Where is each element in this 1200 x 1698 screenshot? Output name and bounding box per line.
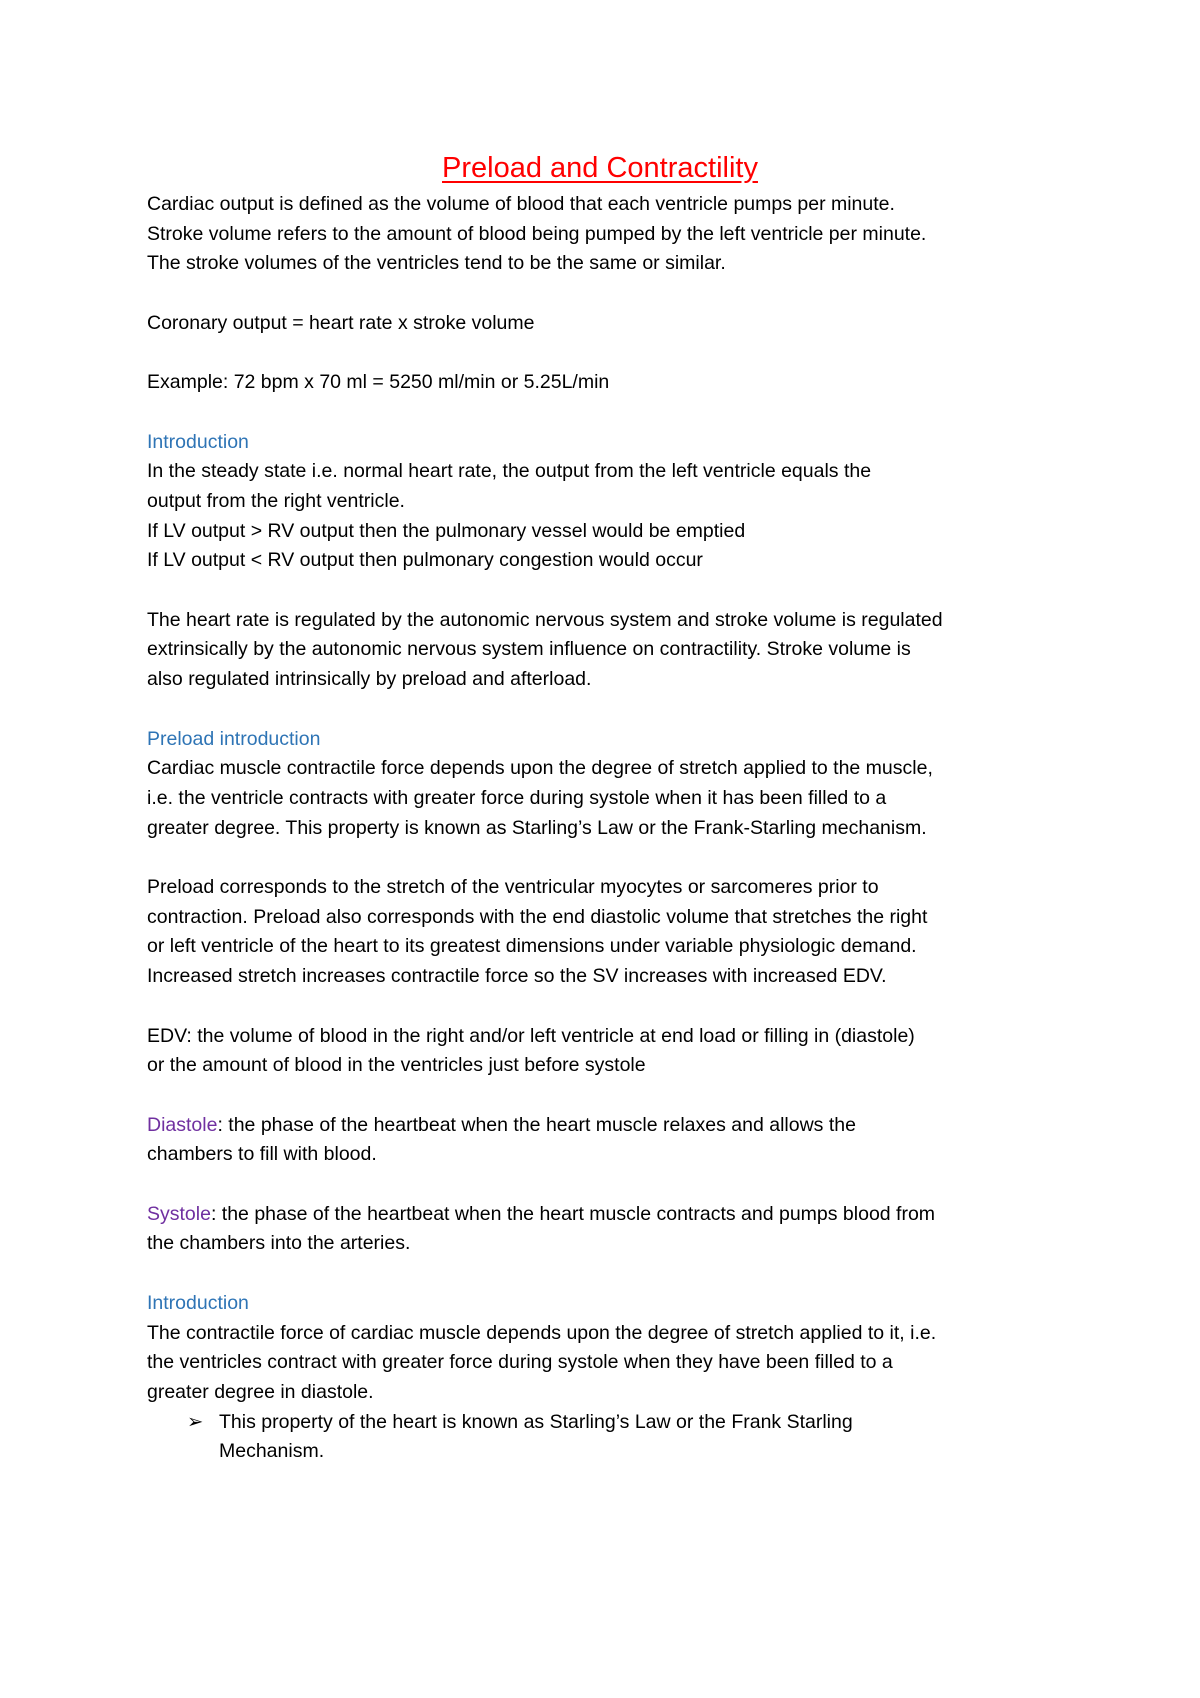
- definition-systole: [147, 1200, 1077, 1230]
- blank-line: [147, 992, 1077, 1022]
- paragraph-line: output from the right ventricle.: [147, 489, 405, 512]
- arrow-bullet-icon: ➢: [187, 1410, 204, 1433]
- paragraph-line: The heart rate is regulated by the autonomic nervous system and stroke volume is regulated: [147, 608, 943, 631]
- paragraph-line: If LV output < RV output then pulmonary congestion would occur: [147, 549, 703, 572]
- paragraph-line: Mechanism.: [219, 1440, 325, 1463]
- paragraph-line: If LV output > RV output then the pulmonary vessel would be emptied: [147, 519, 746, 542]
- blank-line: [147, 339, 1077, 369]
- paragraph-line: Stroke volume refers to the amount of blood being pumped by the left ventricle per minute.: [147, 222, 927, 245]
- section-heading: Introduction: [147, 430, 249, 453]
- paragraph-line: The contractile force of cardiac muscle depends upon the degree of stretch applied to it, i.e.: [147, 1321, 937, 1344]
- paragraph-line: Preload corresponds to the stretch of the ventricular myocytes or sarcomeres prior to: [147, 876, 879, 899]
- definition-text: : the phase of the heartbeat when the heart muscle contracts and pumps blood from: [210, 1202, 936, 1225]
- blank-line: [147, 843, 1077, 873]
- formula-line: Coronary output = heart rate x stroke volume: [147, 311, 535, 334]
- document-title: Preload and Contractility: [442, 152, 758, 184]
- section-heading: Introduction: [147, 1291, 249, 1314]
- paragraph-line: contraction. Preload also corresponds with the end diastolic volume that stretches the right: [147, 905, 928, 928]
- blank-line: [147, 576, 1077, 606]
- blank-line: [147, 1259, 1077, 1289]
- paragraph-line: the chambers into the arteries.: [147, 1232, 411, 1255]
- blank-line: [147, 398, 1077, 428]
- blank-line: [147, 1170, 1077, 1200]
- paragraph-line: The stroke volumes of the ventricles tend to be the same or similar.: [147, 252, 726, 275]
- definition-text: : the phase of the heartbeat when the heart muscle relaxes and allows the: [217, 1113, 856, 1136]
- blank-line: [147, 1081, 1077, 1111]
- paragraph-line: extrinsically by the autonomic nervous system influence on contractility. Stroke volume is: [147, 638, 911, 661]
- paragraph-line: also regulated intrinsically by preload and afterload.: [147, 668, 592, 691]
- paragraph-line: i.e. the ventricle contracts with greater force during systole when it has been filled to a: [147, 786, 887, 809]
- paragraph-line: Cardiac output is defined as the volume of blood that each ventricle pumps per minute.: [147, 193, 895, 215]
- paragraph-line: Cardiac muscle contractile force depends upon the degree of stretch applied to the muscle,: [147, 757, 933, 780]
- bullet-item: [147, 1408, 1077, 1467]
- paragraph-line: the ventricles contract with greater force during systole when they have been filled to a: [147, 1351, 893, 1374]
- paragraph-line: chambers to fill with blood.: [147, 1143, 377, 1166]
- section-heading: Preload introduction: [147, 727, 321, 750]
- blank-line: [147, 279, 1077, 309]
- term-systole: Systole: [147, 1202, 211, 1225]
- paragraph-line: EDV: the volume of blood in the right and/or left ventricle at end load or filling in (diastole): [147, 1024, 915, 1047]
- document-body: [147, 190, 1077, 1467]
- blank-line: [147, 695, 1077, 725]
- paragraph-line: greater degree. This property is known as Starling’s Law or the Frank-Starling mechanism.: [147, 816, 927, 839]
- paragraph-line: This property of the heart is known as Starling’s Law or the Frank Starling: [219, 1410, 853, 1433]
- example-line: Example: 72 bpm x 70 ml = 5250 ml/min or 5.25L/min: [147, 371, 610, 394]
- paragraph-line: In the steady state i.e. normal heart rate, the output from the left ventricle equals the: [147, 460, 872, 483]
- paragraph-line: greater degree in diastole.: [147, 1380, 374, 1403]
- term-diastole: Diastole: [147, 1113, 218, 1136]
- paragraph-line: or the amount of blood in the ventricles just before systole: [147, 1054, 646, 1077]
- bullet-text: [219, 1408, 1077, 1467]
- paragraph-line: Increased stretch increases contractile force so the SV increases with increased EDV.: [147, 965, 887, 988]
- definition-diastole: [147, 1111, 1077, 1141]
- paragraph-line: or left ventricle of the heart to its greatest dimensions under variable physiologic demand.: [147, 935, 917, 958]
